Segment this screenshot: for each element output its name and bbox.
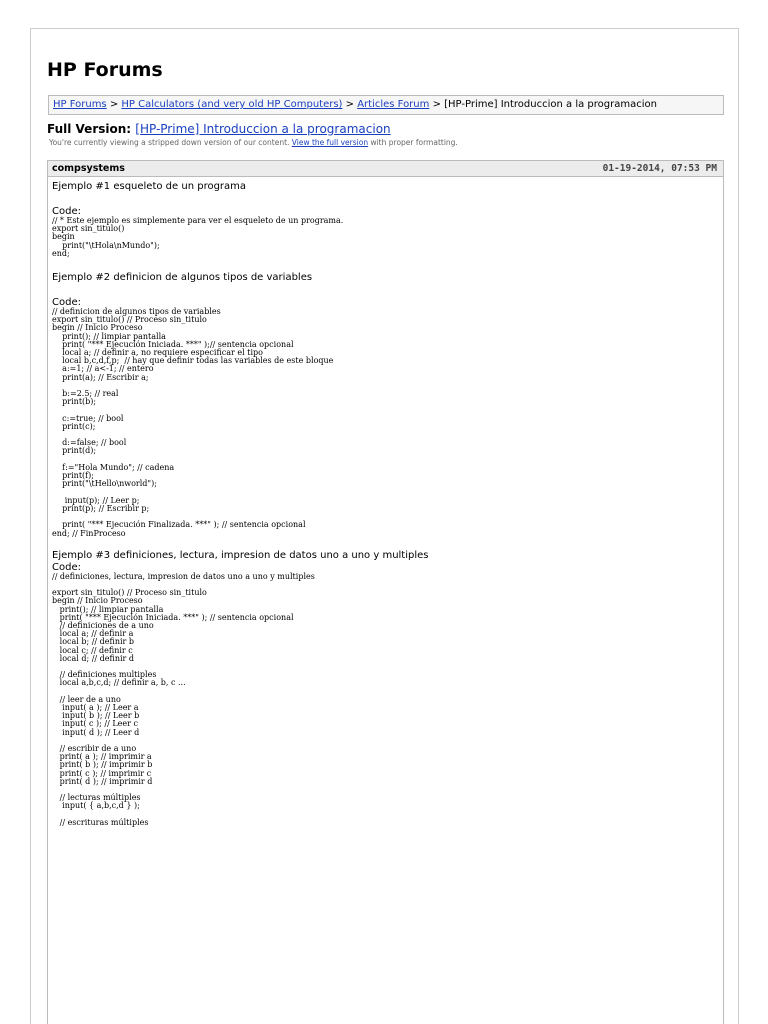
breadcrumb-current: [HP-Prime] Introduccion a la programacion — [444, 99, 657, 110]
breadcrumb-hp-calculators[interactable]: HP Calculators (and very old HP Computers) — [121, 99, 343, 110]
example-1-title: Ejemplo #1 esqueleto de un programa — [52, 181, 247, 192]
note-suffix: with proper formatting. — [368, 138, 458, 147]
breadcrumb-separator: > — [342, 99, 358, 110]
post-author: compsystems — [52, 163, 125, 174]
breadcrumb-articles-forum[interactable]: Articles Forum — [357, 99, 430, 110]
post-body — [48, 177, 723, 827]
breadcrumb-separator: > — [429, 99, 445, 110]
full-version-label: Full Version: — [47, 122, 136, 136]
full-version-heading — [47, 122, 391, 136]
breadcrumb-hp-forums[interactable]: HP Forums — [53, 99, 107, 110]
view-full-version-link[interactable]: View the full version — [291, 138, 369, 147]
site-title: HP Forums — [47, 59, 163, 81]
code-label: Code: — [52, 297, 81, 309]
code-block-2: // definicion de algunos tipos de variables export sin_titulo() // Proceso sin_titulo begin // Inicio Proceso print(); // limpiar pantalla print( "*** Ejecución Iniciada. ***" );// sentencia opcional local a; // definir a, no requiere especificar el tipo local b,c,d,f,p; // hay que definir todas las variables de este bloque a:=1; // a<-1; // entero print(a); // Escribir a; b:=2.5; // real print(b); c:=true; // bool print(c); d:=false; // bool print(d); f:="Hola Mundo"; // cadena print(f); print("\tHello\nworld"); input(p); // Leer p; print(p); // Escribir p; print( "*** Ejecución Finalizada. ***" ); // sentencia opcional end; // FinProceso — [52, 307, 334, 538]
breadcrumb — [48, 95, 724, 115]
post-header — [48, 161, 723, 177]
post — [47, 160, 724, 1024]
code-block-1: // * Este ejemplo es simplemente para ver el esqueleto de un programa. export sin_titulo() begin print("\tHola\nMundo"); end; — [52, 216, 344, 258]
page-frame — [30, 28, 739, 1024]
code-block-3: // definiciones, lectura, impresion de datos uno a uno y multiples export sin_titulo() // Proceso sin_titulo begin // Inicio Proceso print(); // limpiar pantalla print( "*** Ejecución Iniciada. ***" ); // sentencia opcional // definiciones de a uno local a; // definir a local b; // definir b local c; // definir c local d; // definir d // definiciones multiples local a,b,c,d; // definir a, b, c ... // leer de a uno input( a ); // Leer a input( b ); // Leer b input( c ); // Leer c input( d ); // Leer d // escribir de a uno print( a ); // imprimir a print( b ); // imprimir b print( c ); // imprimir c print( d ); // imprimir d // lecturas múltiples input( { a,b,c,d } ); // escrituras múltiples — [52, 571, 315, 827]
breadcrumb-separator: > — [106, 99, 122, 110]
example-2-title: Ejemplo #2 definicion de algunos tipos de variables — [52, 272, 313, 284]
code-label: Code: — [52, 561, 81, 573]
post-date: 01-19-2014, 07:53 PM — [602, 163, 717, 174]
full-version-link[interactable]: [HP-Prime] Introduccion a la programacion — [135, 122, 391, 136]
note-prefix: You're currently viewing a stripped down version of our content. — [49, 138, 292, 147]
code-label: Code: — [52, 206, 81, 217]
example-3-title: Ejemplo #3 definiciones, lectura, impresion de datos uno a uno y multiples — [52, 549, 429, 561]
full-version-note — [49, 138, 458, 147]
